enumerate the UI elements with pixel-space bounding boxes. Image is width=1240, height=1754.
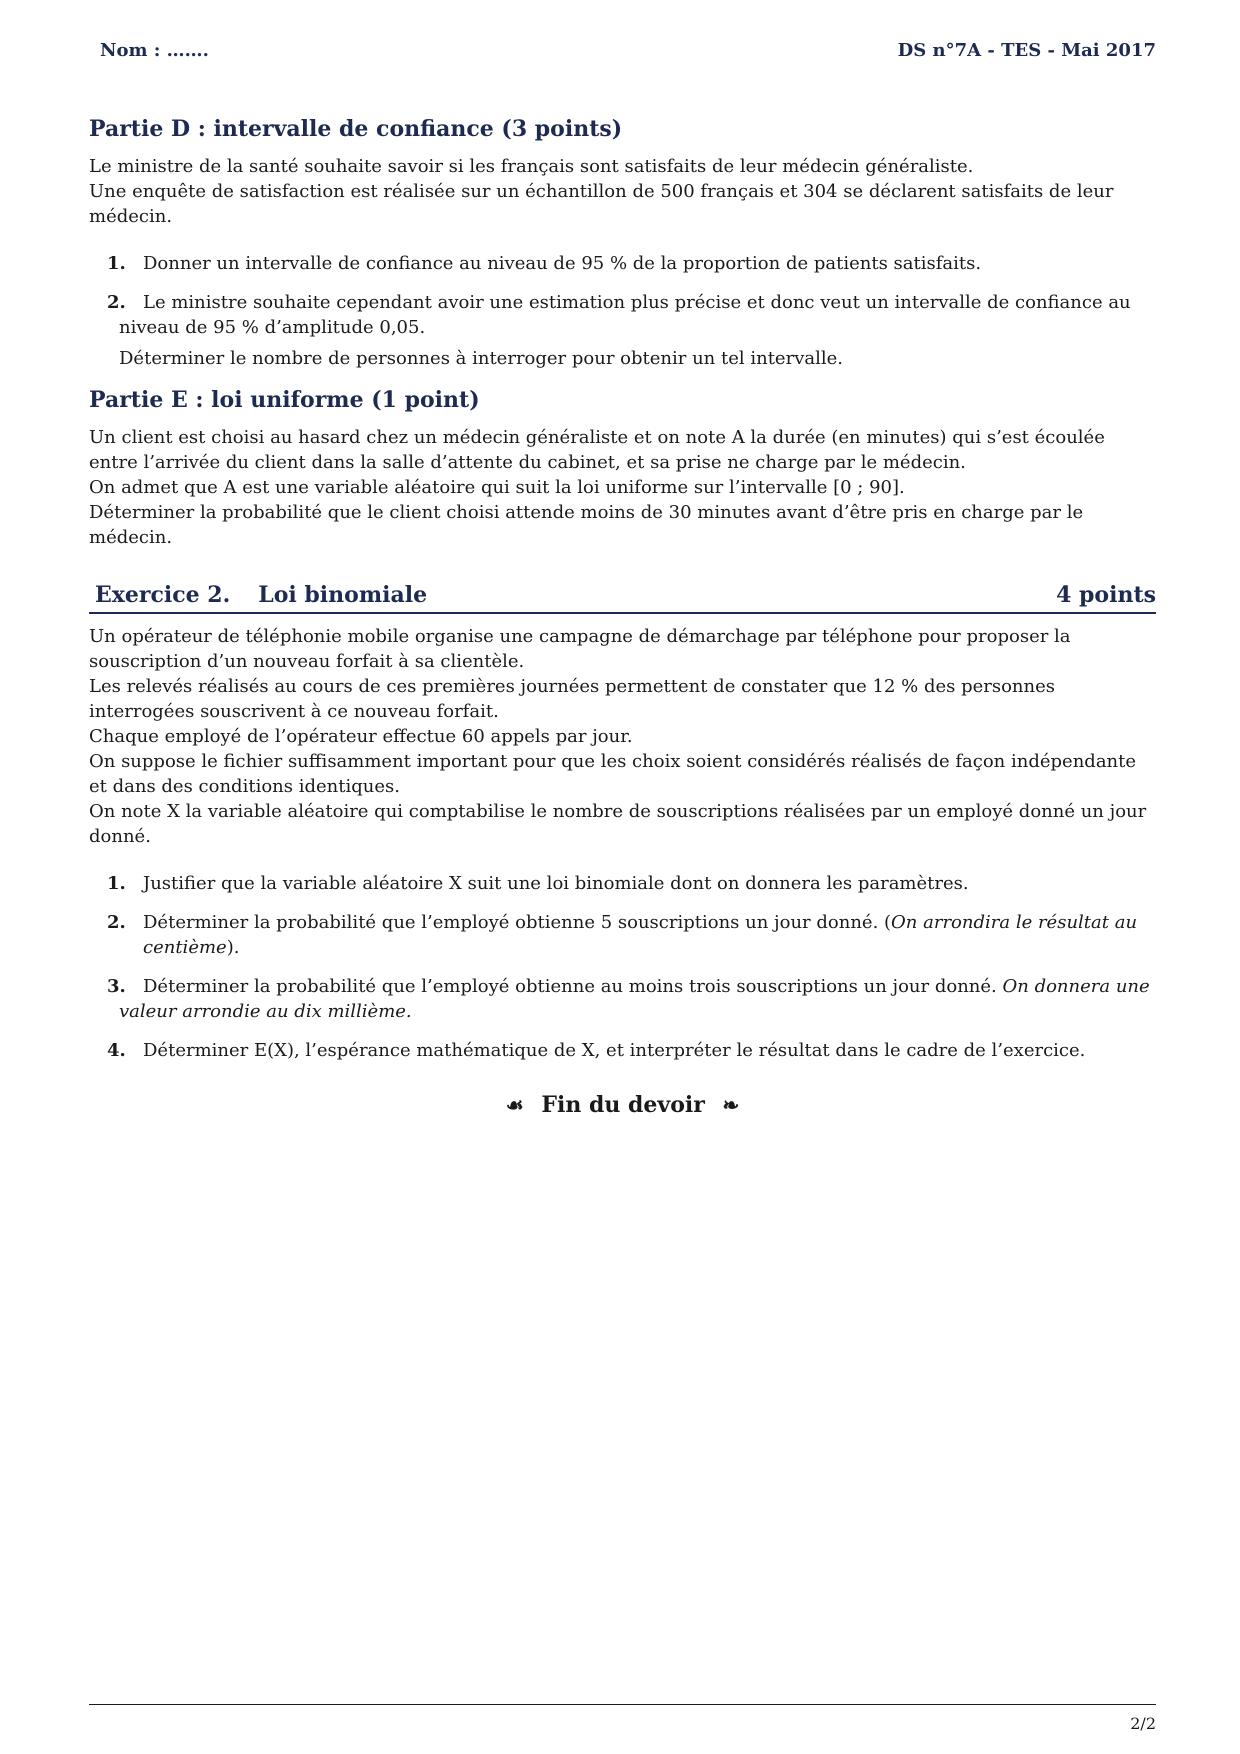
question-text-main: Déterminer la probabilité que l’employé obtienne au moins trois souscriptions un jour donné.: [143, 976, 1003, 997]
partie-d-section: [89, 114, 1156, 371]
footer-rule: [89, 1704, 1156, 1705]
partie-d-intro: [89, 154, 1156, 229]
exercise-2-paragraph-4: On suppose le fichier suffisamment important pour que les choix soient considérés réalisés de façon indépendante et dans des conditions identiques.: [89, 751, 1137, 797]
question-item: [89, 1038, 1156, 1063]
exercise-2-heading: [95, 580, 455, 610]
question-number: 4.: [107, 1040, 126, 1061]
question-number: 1.: [107, 873, 126, 894]
partie-d-intro-line1: Le ministre de la santé souhaite savoir si les français sont satisfaits de leur médecin généraliste.: [89, 156, 974, 177]
exercise-2-paragraph-1: Un opérateur de téléphonie mobile organise une campagne de démarchage par téléphone pour proposer la souscription d’un nouveau forfait à sa clientèle.: [89, 626, 1071, 672]
exercise-2-paragraph-3: Chaque employé de l’opérateur effectue 60 appels par jour.: [89, 726, 633, 747]
question-text: Donner un intervalle de confiance au niveau de 95 % de la proportion de patients satisfaits.: [143, 253, 982, 274]
header-name-field: Nom : …….: [100, 40, 209, 61]
exercise-2-questions: [89, 871, 1156, 1063]
end-of-test-text: Fin du devoir: [541, 1092, 705, 1118]
exercise-2-paragraph-2: Les relevés réalisés au cours de ces premières journées permettent de constater que 12 % des personnes interrogées souscrivent à ce nouveau forfait.: [89, 676, 1056, 722]
question-text-italic: On donnera une valeur arrondie au dix millième.: [119, 976, 1150, 1022]
question-number: 3.: [107, 976, 126, 997]
page-number: 2/2: [1130, 1714, 1156, 1733]
fleuron-left-icon: ☙: [505, 1093, 524, 1117]
question-text-italic: On arrondira le résultat au centième: [143, 912, 1138, 958]
end-of-test-marker: [89, 1093, 1156, 1118]
exercise-2-label: Exercice 2.: [95, 582, 231, 608]
partie-d-questions: [89, 251, 1156, 371]
question-text: Le ministre souhaite cependant avoir une estimation plus précise et donc veut un intervalle de confiance au niveau de 95 % d’amplitude 0,05.: [119, 292, 1131, 338]
question-text-main: Déterminer la probabilité que l’employé obtienne 5 souscriptions un jour donné. (: [143, 912, 892, 933]
question-number: 2.: [107, 292, 126, 313]
question-number: 1.: [107, 253, 126, 274]
question-text: [119, 910, 1156, 960]
page-header: [100, 40, 1156, 64]
question-item: [89, 910, 1156, 960]
question-text: Justifier que la variable aléatoire X suit une loi binomiale dont on donnera les paramètres.: [143, 873, 969, 894]
header-test-info: DS n°7A - TES - Mai 2017: [897, 40, 1156, 61]
question-item: [89, 871, 1156, 896]
partie-d-title: Partie D : intervalle de confiance (3 points): [89, 116, 623, 142]
exercise-2-header: [89, 580, 1156, 614]
exercise-2-points: 4 points: [1056, 582, 1156, 608]
partie-e-section: [89, 385, 1156, 550]
partie-d-intro-line2: Une enquête de satisfaction est réalisée sur un échantillon de 500 français et 304 se déclarent satisfaits de leur médecin.: [89, 181, 1114, 227]
question-number: 2.: [107, 912, 126, 933]
exercise-2-title: Loi binomiale: [258, 582, 428, 608]
partie-e-body: [89, 425, 1156, 550]
question-text-end: ).: [226, 937, 240, 958]
partie-e-paragraph-2: On admet que A est une variable aléatoire qui suit la loi uniforme sur l’intervalle [0 ; 90].: [89, 477, 905, 498]
exercise-2-paragraph-5: On note X la variable aléatoire qui comptabilise le nombre de souscriptions réalisées par un employé donné un jour donné.: [89, 801, 1147, 847]
document-content: [89, 114, 1156, 1118]
partie-e-paragraph-1: Un client est choisi au hasard chez un médecin généraliste et on note A la durée (en minutes) qui s’est écoulée entre l’arrivée du client dans la salle d’attente du cabinet, et sa prise ne charge par le médecin.: [89, 427, 1105, 473]
partie-e-title: Partie E : loi uniforme (1 point): [89, 387, 480, 413]
fleuron-right-icon: ❧: [722, 1093, 740, 1117]
question-text: [119, 974, 1156, 1024]
question-text-continued: Déterminer le nombre de personnes à interroger pour obtenir un tel intervalle.: [119, 348, 843, 369]
exercise-2-body: [89, 624, 1156, 1063]
partie-e-paragraph-3: Déterminer la probabilité que le client choisi attende moins de 30 minutes avant d’être pris en charge par le médecin.: [89, 502, 1084, 548]
question-item: [89, 251, 1156, 276]
question-text: Déterminer E(X), l’espérance mathématique de X, et interpréter le résultat dans le cadre de l’exercice.: [143, 1040, 1086, 1061]
question-item: [89, 290, 1156, 371]
question-item: [89, 974, 1156, 1024]
